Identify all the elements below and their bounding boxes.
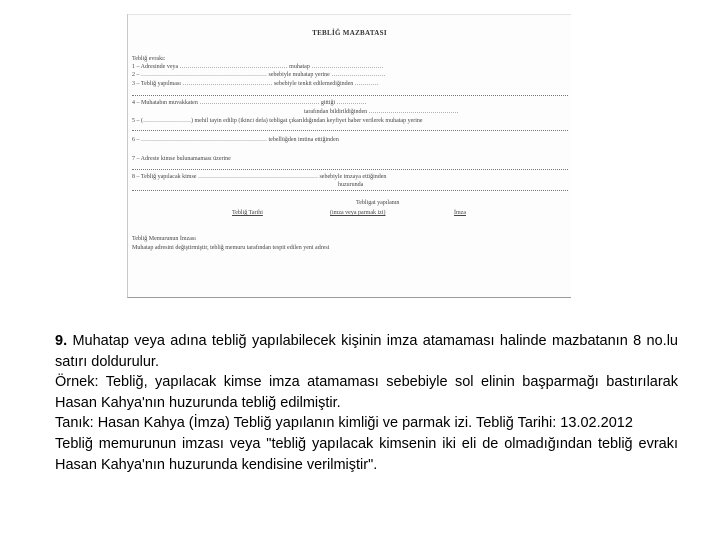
item-number: 9. [55,333,68,349]
form-footer-label: Tebligat yapılanın [356,200,400,206]
caption-witness: Tanık: Hasan Kahya (İmza) Tebliğ yapılanın kimliği ve parmak izi. Tebliğ Tarihi: 13.02.2012 [55,415,633,432]
form-bottom-line-1: Muhatap adresini değiştirmiştir, tebliğ memuru tarafından tespit edilen yeni adresi [132,245,330,251]
form-line-5: tarafından bildirildiğinden ……………………………………… [304,109,459,115]
form-line-0: Tebliğ evrakı: [132,56,166,62]
form-line-3: 3 – Tebliğ yapılması ……………………………………… sebebiyle tenkit edilemediğinden ………… [132,81,379,87]
form-imza-label: İmza [454,210,466,216]
form-line-9: 8 – Tebliğ yapılacak kimse …………………………………………………… sebebiyle imzaya ettiğinden [132,174,387,180]
form-line-4: 4 – Muhatabın muvakkaten …………………………………………………… gittiği …………… [132,100,367,106]
caption-paragraph-9 [55,331,678,372]
form-line-10: huzurunda [338,182,364,188]
form-top-border [128,14,571,15]
form-dotted-line [132,95,568,96]
caption-officer-note: Tebliğ memurunun imzası veya "tebliğ yapılacak kimsenin iki eli de olmadığından tebliğ evrakı Hasan Kahya'nın huzurunda kendisine verilmiştir". [55,435,678,473]
form-scan-image [127,14,571,298]
form-signature-label: (imza veya parmak izi) [330,210,386,216]
form-line-2: 2 – ……………………………………………………… sebebiyle muhatap yerine ……………………… [132,72,386,78]
form-dotted-line [132,169,568,170]
item-9-text: Muhatap veya adına tebliğ yapılabilecek kişinin imza atamaması halinde mazbatanın 8 no.lu satırı doldurulur. [55,333,678,370]
form-line-8: 7 – Adreste kimse bulunamaması üzerine [132,156,231,162]
form-bottom-line-0: Tebliğ Memurunun İmzası [132,236,196,242]
form-line-7: 6 – ……………………………………………………… tebellüğden imtina ettiğinden [132,137,339,143]
form-title: TEBLİĞ MAZBATASI [312,29,387,37]
caption-example: Örnek: Tebliğ, yapılacak kimse imza atamaması sebebiyle sol elinin başparmağı bastırılarak Hasan Kahya'nın huzurunda tebliğ edilmiştir. [55,374,678,411]
form-dotted-line [132,130,568,131]
caption-text-block [55,331,678,475]
form-dotted-line [132,190,568,191]
form-line-1: 1 – Adresinde veya ……………………………………………… muhatap ……………………………… [132,64,384,70]
form-line-6: 5 – (……………………) mehil tayin edilip (ikinci defa) tebligat çıkarıldığından keyfiyet haber verilerek muhatap yerine [132,118,423,124]
form-date-label: Tebliğ Tarihi [232,210,263,216]
